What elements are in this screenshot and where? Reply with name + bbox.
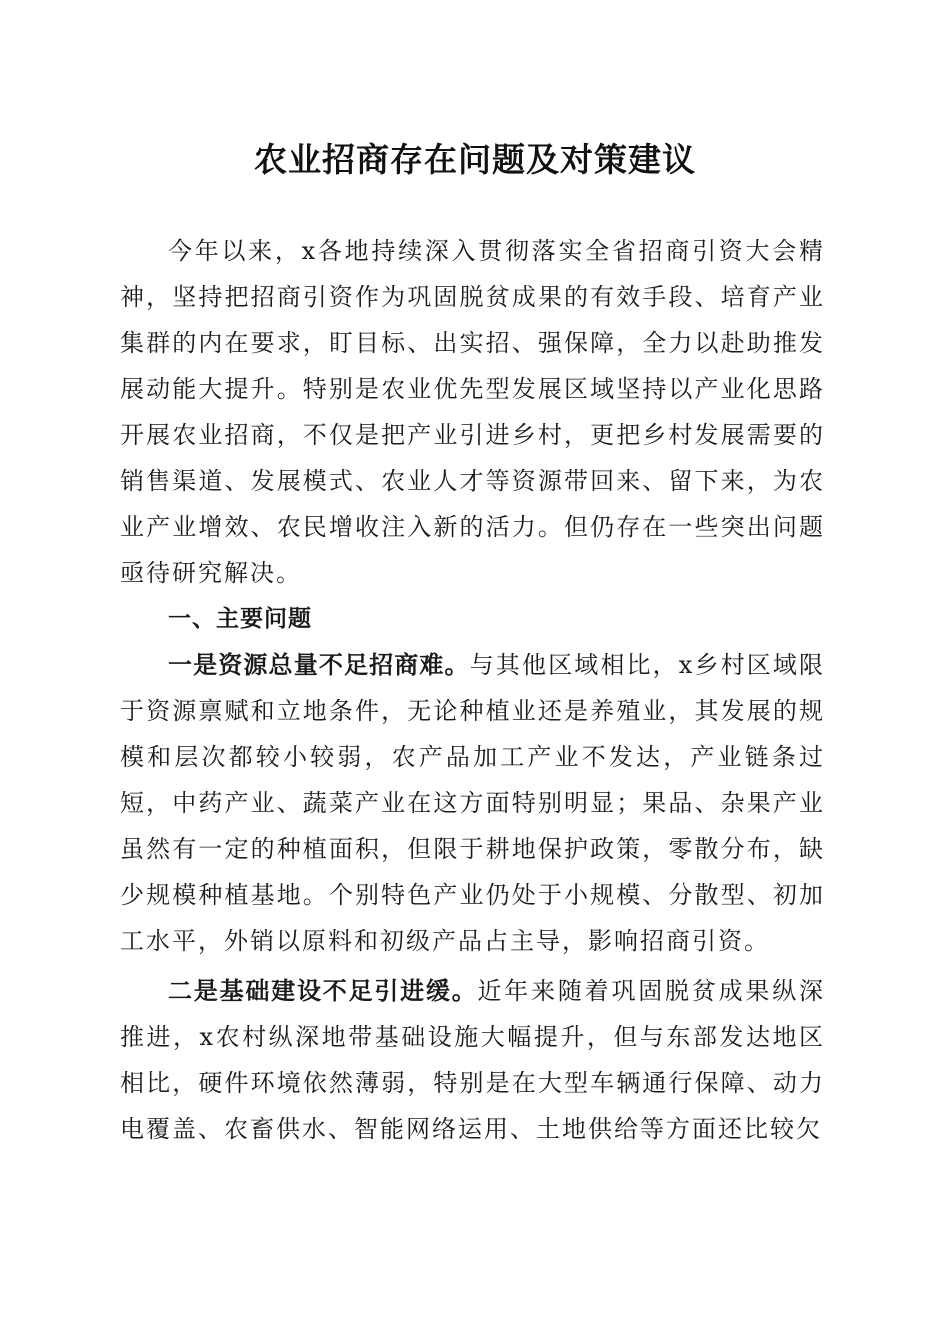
problem-2-lead: 二是基础建设不足引进缓。 (168, 977, 478, 1005)
intro-paragraph: 今年以来，x各地持续深入贯彻落实全省招商引资大会精神，坚持把招商引资作为巩固脱贫成果的有效手段、培育产业集群的内在要求，盯目标、出实招、强保障，全力以赴助推发展动能大提升。特别是农业优先型发展区域坚持以产业化思路开展农业招商，不仅是把产业引进乡村，更把乡村发展需要的销售渠道、发展模式、农业人才等资源带回来、留下来，为农业产业增效、农民增收注入新的活力。但仍存在一些突出问题亟待研究解决。 (120, 237, 825, 587)
section-heading-main-problems: 一、主要问题 (168, 606, 312, 632)
problem-paragraph-1 (120, 642, 825, 964)
document-body (120, 228, 825, 1152)
problem-1-lead: 一是资源总量不足招商难。 (168, 651, 470, 679)
problem-2-text: 近年来随着巩固脱贫成果纵深推进，x农村纵深地带基础设施大幅提升，但与东部发达地区相比，硬件环境依然薄弱，特别是在大型车辆通行保障、动力电覆盖、农畜供水、智能网络运用、土地供给等方面还比较欠 (120, 977, 825, 1143)
problem-paragraph-2 (120, 968, 825, 1152)
document-title: 农业招商存在问题及对策建议 (254, 140, 696, 179)
problem-1-text: 与其他区域相比，x乡村区域限于资源禀赋和立地条件，无论种植业还是养殖业，其发展的规模和层次都较小较弱，农产品加工产业不发达，产业链条过短，中药产业、蔬菜产业在这方面特别明显；果品、杂果产业虽然有一定的种植面积，但限于耕地保护政策，零散分布，缺少规模种植基地。个别特色产业仍处于小规模、分散型、初加工水平，外销以原料和初级产品占主导，影响招商引资。 (120, 651, 826, 955)
